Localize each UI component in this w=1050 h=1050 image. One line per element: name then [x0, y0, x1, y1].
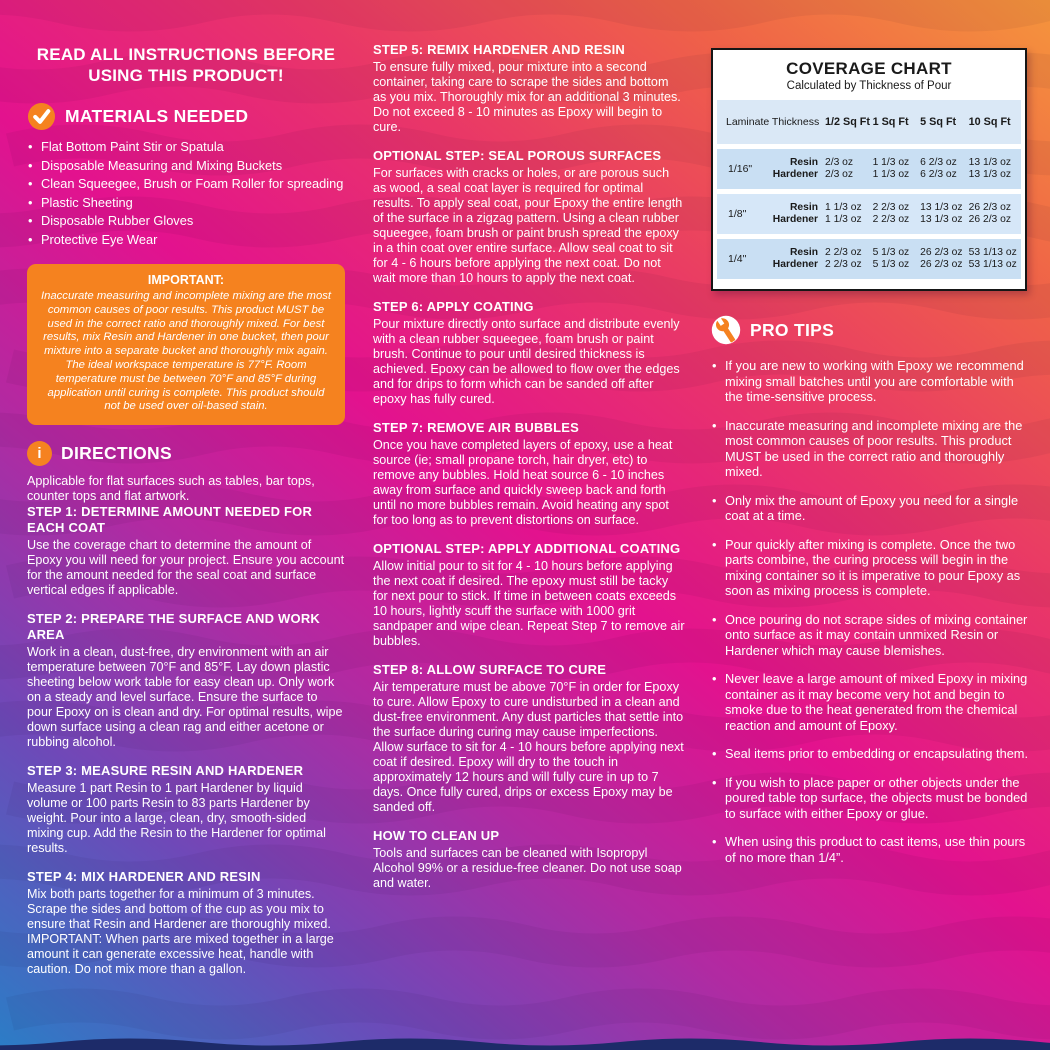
protip-item [711, 671, 1029, 733]
protip-item-label: Pour quickly after mixing is complete. Once the two parts combine, the curing process will begin in the mixing container so it is imperative to pour Epoxy as soon as mixing process is complete. [725, 536, 1021, 598]
materials-item-label: Disposable Measuring and Mixing Buckets [41, 157, 283, 173]
chart-values [969, 202, 1021, 227]
bullet-glyph: • [28, 194, 33, 210]
resin-value: 1 1/3 oz [872, 156, 910, 168]
resin-value: 2 2/3 oz [872, 201, 910, 213]
resin-value: 2/3 oz [825, 156, 854, 168]
chart-column-header: 1/2 Sq Ft [825, 116, 870, 128]
protips-title: PRO TIPS [750, 319, 835, 340]
chart-series-labels [767, 247, 825, 272]
important-body: Inaccurate measuring and incomplete mixing are the most common causes of poor results. This product MUST be used in the correct ratio and thoroughly mixed. For best results, mix Resin and Hardener in one bucket, then pour mixture into a separate bucket and thoroughly mix again. The ideal workspace temperature is 77°F. Room temperature must be between 70°F and 85°F during application until curing is complete. This product should not be used over oil-based stain. [40, 290, 332, 413]
materials-item-label: Plastic Sheeting [41, 194, 133, 210]
chart-column-header: 1 Sq Ft [872, 116, 909, 128]
step-heading: STEP 2: PREPARE THE SURFACE AND WORK AREA [27, 611, 320, 643]
protip-item [711, 537, 1029, 599]
hardener-value: 13 1/3 oz [968, 169, 1012, 180]
resin-value: 13 1/3 oz [920, 201, 963, 213]
step-heading: STEP 4: MIX HARDENER AND RESIN [27, 869, 261, 885]
step-heading: STEP 1: DETERMINE AMOUNT NEEDED FOR EACH COAT [27, 504, 313, 536]
hardener-value: 53 1/13 oz [968, 259, 1017, 270]
hardener-value: 2/3 oz [825, 169, 854, 180]
chart-values [825, 202, 873, 227]
materials-item [27, 195, 345, 212]
chart-header-row [717, 100, 1021, 144]
protip-item-label: If you wish to place paper or other objects under the poured table top surface, the objects must be bonded to surface with either Epoxy or glue. [725, 774, 1028, 821]
materials-item-label: Protective Eye Wear [41, 231, 158, 247]
protip-item-label: Only mix the amount of Epoxy you need for a single coat at a time. [725, 492, 1019, 523]
chart-data-row [717, 194, 1021, 234]
hardener-value: 2 2/3 oz [825, 259, 862, 270]
resin-value: 1 1/3 oz [825, 201, 862, 213]
chart-corner-label: Laminate Thickness [726, 116, 820, 128]
materials-item-label: Disposable Rubber Gloves [41, 213, 194, 228]
materials-item [27, 139, 345, 156]
middle-step-5 [373, 541, 685, 649]
chart-data-row [717, 239, 1021, 279]
hardener-value: 6 2/3 oz [920, 169, 957, 180]
step-body: Mix both parts together for a minimum of 3 minutes. Scrape the sides and bottom of the cup as you mix to ensure that Resin and Hardener are thoroughly mixed. IMPORTANT: When parts are mixed together in a large amount it can generate excessive heat, handle with caution. Do not mix more than a gallon. [27, 887, 334, 977]
step-body: Use the coverage chart to determine the amount of Epoxy you will need for your project. Ensure you account for the amount needed for the seal coat and surface vertical edges if applicable. [27, 538, 345, 598]
middle-step-7 [373, 828, 685, 891]
bullet-glyph: • [28, 157, 33, 173]
bullet-glyph: • [28, 139, 33, 154]
middle-step-4 [373, 420, 685, 528]
materials-list [27, 139, 345, 248]
chart-values [825, 247, 873, 272]
hardener-value: 2 2/3 oz [872, 214, 910, 225]
step-body: Once you have completed layers of epoxy, use a heat source (ie; small propane torch, hair dryer, etc) to remove any bubbles. Hold heat source 6 - 10 inches away from surface and quickly sweep back and forth until no more bubbles remain. Avoid heating any spot for too long as to prevent distortions on surface. [373, 438, 673, 527]
chart-values [920, 247, 969, 272]
step-heading: OPTIONAL STEP: SEAL POROUS SURFACES [373, 148, 662, 163]
chart-thickness: 1/16" [728, 163, 753, 175]
coverage-chart-subtitle: Calculated by Thickness of Pour [786, 80, 952, 92]
chart-values [920, 157, 969, 182]
materials-item-label: Clean Squeegee, Brush or Foam Roller for spreading [41, 176, 344, 191]
protip-item-label: Once pouring do not scrape sides of mixing container onto surface as it may contain unmixed Resin or Hardener which may cause blemishes. [725, 611, 1028, 658]
step-heading: STEP 6: APPLY COATING [373, 299, 534, 314]
bullet-glyph: • [712, 492, 717, 508]
bullet-glyph: • [712, 834, 717, 849]
hardener-value: 26 2/3 oz [920, 259, 963, 270]
protip-item-label: Inaccurate measuring and incomplete mixing are the most common causes of poor results. This product MUST be used in the correct ratio and thoroughly mixed. [725, 417, 1023, 479]
chart-values [825, 157, 873, 182]
hardener-value: 1 1/3 oz [825, 214, 862, 225]
materials-header [27, 102, 345, 131]
chart-values [969, 157, 1021, 182]
chart-series-labels [767, 202, 825, 227]
bullet-glyph: • [712, 746, 717, 761]
resin-value: 13 1/3 oz [968, 156, 1012, 168]
middle-step-3 [373, 299, 685, 407]
series-label-resin: Resin [789, 246, 818, 258]
middle-steps [373, 42, 685, 891]
step-body: To ensure fully mixed, pour mixture into a second container, taking care to scrape the sides and bottom as you mix. Thoroughly mix for an additional 3 minutes. Do not exceed 8 - 10 minutes as Epoxy will begin to cure. [373, 60, 681, 134]
coverage-chart-table [717, 100, 1021, 279]
chart-values [873, 247, 921, 272]
protip-item [711, 358, 1029, 405]
protips-list [711, 358, 1029, 865]
chart-values [920, 202, 969, 227]
resin-value: 26 2/3 oz [968, 201, 1012, 213]
bullet-glyph: • [712, 671, 717, 686]
bullet-glyph: • [28, 231, 33, 247]
step-body: Allow initial pour to sit for 4 - 10 hours before applying the next coat if desired. The epoxy must still be tacky for next pour to stick. If time in between coats exceeds 10 hours, lightly scuff the surface with 1000 grit sandpaper and wipe clean. Repeat Step 7 to remove air bubbles. [373, 559, 685, 648]
direction-step-1 [27, 504, 345, 598]
protip-item [711, 746, 1029, 762]
hardener-value: 1 1/3 oz [872, 169, 910, 180]
directions-steps [27, 504, 345, 977]
series-label-resin: Resin [789, 156, 818, 168]
protip-item [711, 418, 1029, 480]
step-body: Air temperature must be above 70°F in order for Epoxy to cure. Allow Epoxy to cure undisturbed in a clean and dust-free environment. Any dust particles that settle into the surface during curing may cause imperfections. Allow surface to sit for 4 - 10 hours before applying next coat if desired. Epoxy will dry to the touch in approximately 12 hours and will fully cure in up to 7 days. Once fully cured, drips or excess Epoxy may be sanded off. [373, 680, 684, 814]
chart-series-labels [767, 157, 825, 182]
check-circle-icon [27, 102, 56, 131]
series-label-hardener: Hardener [772, 259, 818, 270]
resin-value: 2 2/3 oz [825, 246, 862, 258]
materials-item [27, 232, 345, 249]
chart-values [969, 247, 1021, 272]
coverage-chart-card [711, 48, 1027, 291]
protips-header [711, 315, 1029, 345]
right-column [711, 48, 1029, 878]
protip-item-label: Never leave a large amount of mixed Epoxy in mixing container as it may become very hot and begin to smoke due to the heat generated from the chemical reaction and amount of Epoxy. [725, 671, 1028, 733]
bullet-glyph: • [712, 358, 717, 373]
bullet-glyph: • [712, 536, 717, 552]
middle-step-1 [373, 42, 685, 135]
step-heading: STEP 8: ALLOW SURFACE TO CURE [373, 662, 607, 677]
step-body: Work in a clean, dust-free, dry environment with an air temperature between 70°F and 85°F. Lay down plastic sheeting below work table for easy clean up. Only work on a steady and level surface. Ensure the surface to pour Epoxy on is clean and dry. For optimal results, wipe down surface using a clean rag and either acetone or rubbing alcohol. [27, 645, 343, 750]
series-label-resin: Resin [789, 201, 818, 213]
step-body: Measure 1 part Resin to 1 part Hardener by liquid volume or 100 parts Resin to 83 parts Hardener by weight. Pour into a large, clean, dry, smooth-sided mixing cup. Add the Resin to the Hardener for optimal results. [27, 781, 326, 856]
series-label-hardener: Hardener [772, 214, 818, 225]
directions-intro: Applicable for flat surfaces such as tables, bar tops, counter tops and flat artwork. [27, 474, 315, 504]
materials-item [27, 176, 345, 193]
step-heading: STEP 5: REMIX HARDENER AND RESIN [373, 42, 625, 57]
chart-values [873, 157, 921, 182]
protip-item [711, 612, 1029, 659]
important-title: IMPORTANT: [147, 273, 225, 287]
step-heading: HOW TO CLEAN UP [373, 828, 500, 843]
info-icon: i [27, 441, 52, 466]
chart-values [873, 202, 921, 227]
chart-thickness: 1/8" [728, 208, 747, 220]
materials-title: MATERIALS NEEDED [65, 106, 249, 126]
middle-step-2 [373, 148, 685, 286]
materials-item [27, 158, 345, 175]
hardener-value: 26 2/3 oz [968, 214, 1012, 225]
protip-item [711, 493, 1029, 524]
directions-header [27, 441, 345, 466]
step-body: Tools and surfaces can be cleaned with Isopropyl Alcohol 99% or a residue-free cleaner. Do not use soap and water. [373, 846, 682, 890]
bullet-glyph: • [28, 213, 33, 228]
protip-item-label: When using this product to cast items, use thin pours of no more than 1/4”. [725, 834, 1026, 865]
left-column [27, 44, 345, 990]
step-heading: STEP 7: REMOVE AIR BUBBLES [373, 420, 580, 435]
hardener-value: 13 1/3 oz [920, 214, 963, 225]
important-box [27, 264, 345, 425]
materials-item-label: Flat Bottom Paint Stir or Spatula [41, 139, 224, 154]
coverage-chart-title: COVERAGE CHART [786, 59, 952, 78]
step-body: For surfaces with cracks or holes, or are porous such as wood, a seal coat layer is required for optimal results. To apply seal coat, pour Epoxy the entire length of the surface in a zigzag pattern. Using a clean rubber squeegee, foam brush or paint brush spread the epoxy in a thin coat over entire surface. Allow seal coat to sit for 4 - 6 hours before applying the next coat. Do not wait more than 10 hours to apply the next coat. [373, 166, 683, 285]
resin-value: 26 2/3 oz [920, 246, 963, 258]
chart-data-row [717, 149, 1021, 189]
protip-item [711, 834, 1029, 865]
middle-step-6 [373, 662, 685, 815]
directions-title: DIRECTIONS [61, 443, 172, 464]
wrench-icon [711, 315, 741, 345]
chart-column-header: 10 Sq Ft [968, 116, 1011, 128]
step-heading: STEP 3: MEASURE RESIN AND HARDENER [27, 763, 304, 779]
direction-step-4 [27, 869, 345, 977]
step-body: Pour mixture directly onto surface and distribute evenly with a clean rubber squeegee, foam brush or paint brush. Continue to pour until desired thickness is achieved. Epoxy can be allowed to flow over the edges and for drips to form which can be sanded off after epoxy has fully cured. [373, 317, 680, 406]
direction-step-3 [27, 763, 345, 856]
resin-value: 6 2/3 oz [920, 156, 957, 168]
resin-value: 53 1/13 oz [968, 246, 1017, 258]
chart-thickness: 1/4" [728, 253, 747, 265]
bullet-glyph: • [712, 611, 717, 627]
chart-column-header: 5 Sq Ft [920, 116, 957, 128]
bullet-glyph: • [712, 774, 717, 790]
protip-item-label: If you are new to working with Epoxy we recommend mixing small batches until you are comfortable with the time-sensitive process. [725, 358, 1024, 404]
middle-column [373, 42, 685, 904]
bullet-glyph: • [712, 417, 717, 433]
protip-item [711, 775, 1029, 822]
materials-item [27, 213, 345, 230]
series-label-hardener: Hardener [772, 169, 818, 180]
step-heading: OPTIONAL STEP: APPLY ADDITIONAL COATING [373, 541, 681, 556]
protip-item-label: Seal items prior to embedding or encapsulating them. [725, 746, 1029, 761]
headline: READ ALL INSTRUCTIONS BEFORE USING THIS PRODUCT! [36, 45, 336, 85]
hardener-value: 5 1/3 oz [872, 259, 910, 270]
direction-step-2 [27, 611, 345, 750]
resin-value: 5 1/3 oz [872, 246, 910, 258]
bullet-glyph: • [28, 176, 33, 191]
